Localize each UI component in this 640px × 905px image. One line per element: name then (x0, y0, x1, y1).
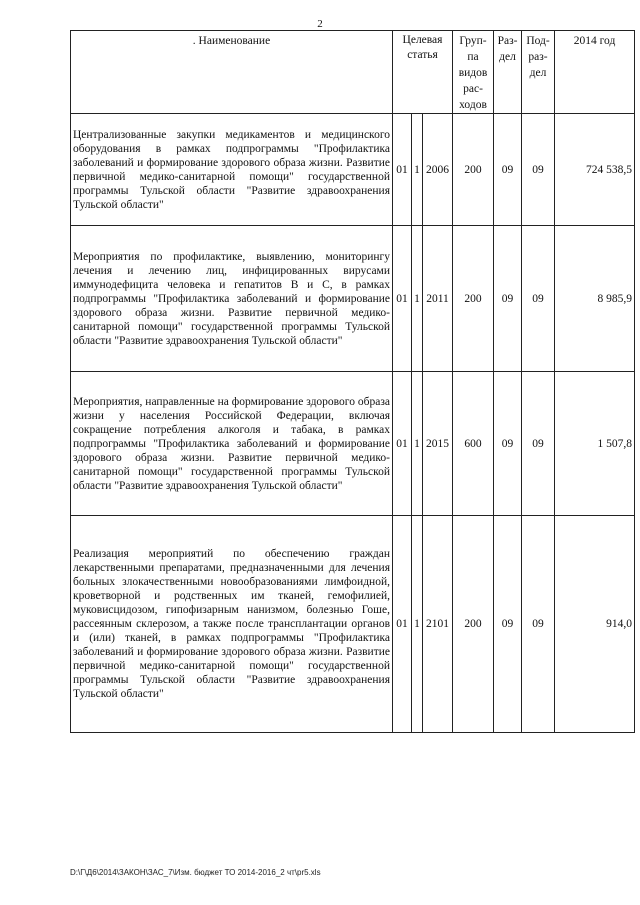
row-subsection: 09 (522, 114, 555, 226)
header-expense-group: Груп-па видов рас-ходов (453, 31, 494, 114)
row-code-direction: 2006 (423, 114, 453, 226)
row-expense-group: 200 (453, 114, 494, 226)
row-name: Мероприятия по профилактике, выявлению, мониторингу лечения и лечению лиц, инфицированных вирусами иммунодефицита человека и гепатитов В и С, в рамках подпрограммы "Профилактика заболеваний и формирование здорового образа жизни. Развитие первичной медико-санитарной помощи" государственной программы Тульской области "Развитие здравоохранения Тульской области" (71, 226, 393, 372)
row-amount: 724 538,5 (555, 114, 635, 226)
row-section: 09 (494, 516, 522, 733)
file-path: D:\Г\Д6\2014\ЗАКОН\ЗАС_7\Изм. бюджет ТО 2014-2016_2 чт\pr5.xls (70, 868, 321, 877)
row-section: 09 (494, 114, 522, 226)
row-code-direction: 2015 (423, 372, 453, 516)
row-code-subprogram: 1 (412, 516, 423, 733)
row-code-direction: 2011 (423, 226, 453, 372)
header-subsection: Под-раз-дел (522, 31, 555, 114)
row-expense-group: 600 (453, 372, 494, 516)
row-code-subprogram: 1 (412, 226, 423, 372)
row-code-program: 01 (393, 226, 412, 372)
row-section: 09 (494, 372, 522, 516)
row-code-program: 01 (393, 372, 412, 516)
row-expense-group: 200 (453, 516, 494, 733)
budget-table (70, 30, 635, 733)
row-section: 09 (494, 226, 522, 372)
page-number: 2 (317, 18, 323, 30)
row-subsection: 09 (522, 226, 555, 372)
row-subsection: 09 (522, 516, 555, 733)
row-code-program: 01 (393, 516, 412, 733)
header-section: Раз-дел (494, 31, 522, 114)
row-amount: 1 507,8 (555, 372, 635, 516)
row-code-direction: 2101 (423, 516, 453, 733)
row-amount: 8 985,9 (555, 226, 635, 372)
row-expense-group: 200 (453, 226, 494, 372)
row-code-subprogram: 1 (412, 372, 423, 516)
header-target-article: Целевая статья (393, 31, 453, 114)
table-row (71, 114, 635, 226)
table-row (71, 372, 635, 516)
table-header-row (71, 31, 635, 114)
row-name: Мероприятия, направленные на формирование здорового образа жизни у населения Российской Федерации, включая сокращение потребления алкоголя и табака, в рамках подпрограммы "Профилактика заболеваний и формирование здорового образа жизни. Развитие первичной медико-санитарной помощи" государственной программы Тульской области "Развитие здравоохранения Тульской области" (71, 372, 393, 516)
row-code-subprogram: 1 (412, 114, 423, 226)
table-row (71, 516, 635, 733)
row-name: Централизованные закупки медикаментов и медицинского оборудования в рамках подпрограммы "Профилактика заболеваний и формирование здорового образа жизни. Развитие первичной медико-санитарной помощи" государственной программы Тульской области "Развитие здравоохранения Тульской области" (71, 114, 393, 226)
row-subsection: 09 (522, 372, 555, 516)
header-year: 2014 год (555, 31, 635, 114)
row-code-program: 01 (393, 114, 412, 226)
header-name: . Наименование (71, 31, 393, 114)
row-amount: 914,0 (555, 516, 635, 733)
row-name: Реализация мероприятий по обеспечению граждан лекарственными препаратами, предназначенными для лечения больных злокачественными новообразованиями лимфоидной, кроветворной и родственных им тканей, гемофилией, муковисцидозом, гипофизарным нанизмом, болезнью Гоше, рассеянным склерозом, а также после трансплантации органов и (или) тканей, в рамках подпрограммы "Профилактика заболеваний и формирование здорового образа жизни. Развитие первичной медико-санитарной помощи" государственной программы Тульской области "Развитие здравоохранения Тульской области" (71, 516, 393, 733)
table-row (71, 226, 635, 372)
